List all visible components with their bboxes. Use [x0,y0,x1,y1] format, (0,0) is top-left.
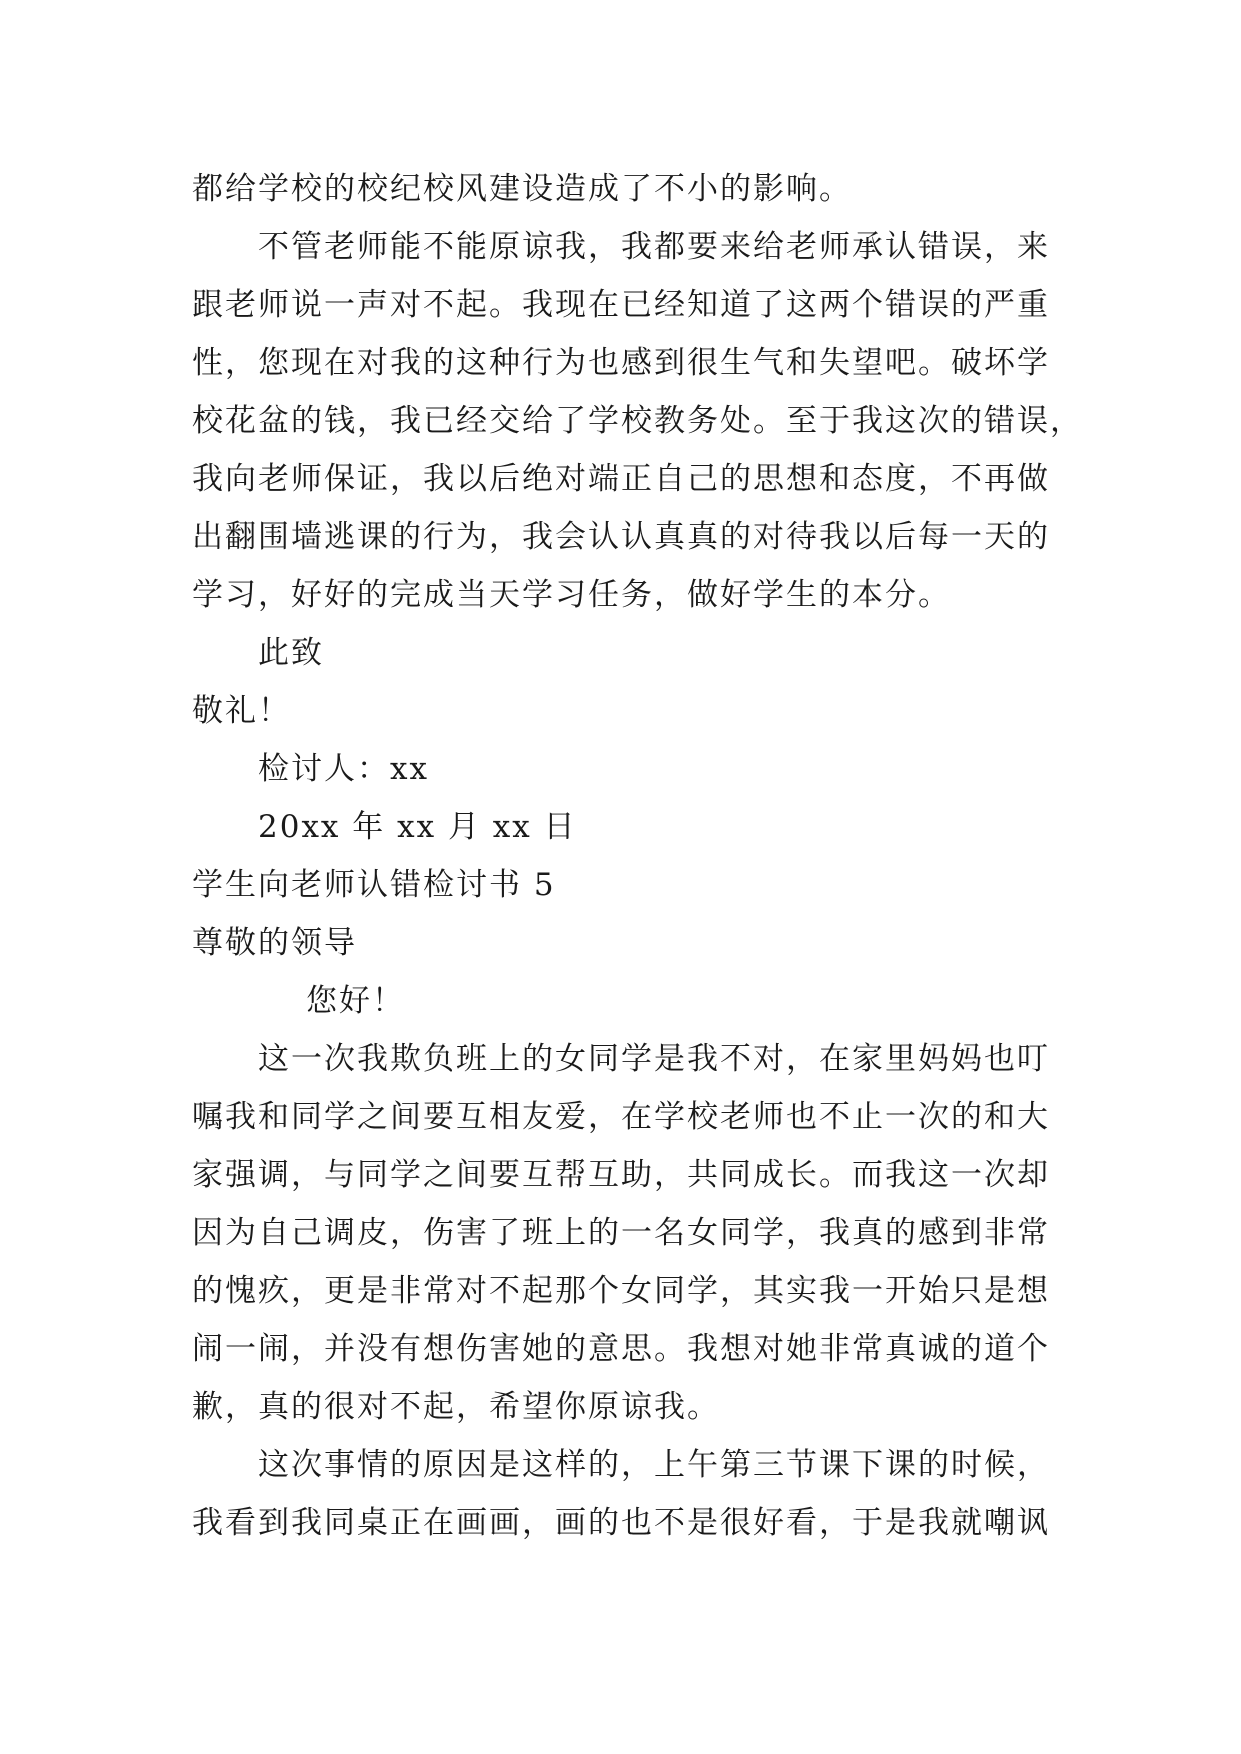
text-line: 都给学校的校纪校风建设造成了不小的影响。 [192,171,852,207]
greeting: 您好！ [306,983,405,1019]
text-line: 这次事情的原因是这样的，上午第三节课下课的时候， [258,1447,1050,1483]
section-title: 学生向老师认错检讨书 5 [192,867,556,903]
addressee: 尊敬的领导 [192,925,357,961]
text-line: 嘱我和同学之间要互相友爱，在学校老师也不止一次的和大 [192,1099,1050,1135]
closing-salutation: 此致 [258,635,324,671]
text-line: 我看到我同桌正在画画，画的也不是很好看，于是我就嘲讽 [192,1505,1050,1541]
text-line: 家强调，与同学之间要互帮互助，共同成长。而我这一次却 [192,1157,1050,1193]
closing-respect: 敬礼！ [192,693,291,729]
document-body [192,160,1083,1552]
text-line: 不管老师能不能原谅我，我都要来给老师承认错误，来 [258,229,1050,265]
text-line: 闹一闹，并没有想伤害她的意思。我想对她非常真诚的道个 [192,1331,1050,1367]
text-line: 校花盆的钱，我已经交给了学校教务处。至于我这次的错误， [192,403,1083,439]
text-line: 这一次我欺负班上的女同学是我不对，在家里妈妈也叮 [258,1041,1050,1077]
text-line: 学习，好好的完成当天学习任务，做好学生的本分。 [192,577,951,613]
text-line: 性，您现在对我的这种行为也感到很生气和失望吧。破坏学 [192,345,1050,381]
text-line: 的愧疚，更是非常对不起那个女同学，其实我一开始只是想 [192,1273,1050,1309]
text-line: 我向老师保证，我以后绝对端正自己的思想和态度，不再做 [192,461,1050,497]
text-line: 出翻围墙逃课的行为，我会认认真真的对待我以后每一天的 [192,519,1050,555]
signature-date: 20xx 年 xx 月 xx 日 [258,809,577,845]
text-line: 因为自己调皮，伤害了班上的一名女同学，我真的感到非常 [192,1215,1050,1251]
text-line: 跟老师说一声对不起。我现在已经知道了这两个错误的严重 [192,287,1050,323]
text-line: 歉，真的很对不起，希望你原谅我。 [192,1389,720,1425]
signature-author: 检讨人：xx [258,751,429,787]
